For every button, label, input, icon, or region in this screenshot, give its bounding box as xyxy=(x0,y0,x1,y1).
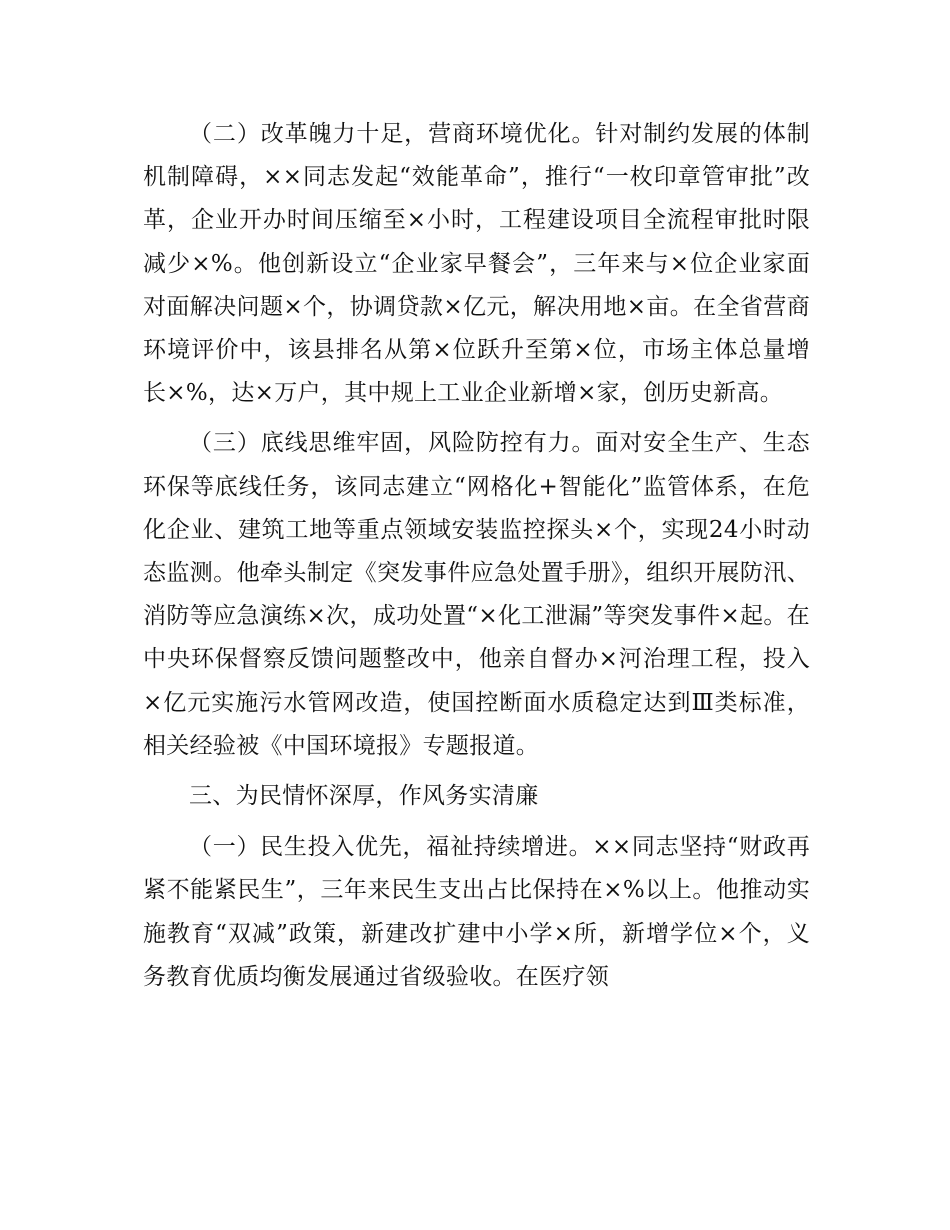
paragraph-business-environment: （二）改革魄力十足，营商环境优化。针对制约发展的体制机制障碍，××同志发起“效能革命”，推行“一枚印章管审批”改革，企业开办时间压缩至×小时，工程建设项目全流程审批时限减少×%。他创新设立“企业家早餐会”，三年来与×位企业家面对面解决问题×个，协调贷款×亿元，解决用地×亩。在全省营商环境评价中，该县排名从第×位跃升至第×位，市场主体总量增长×%，达×万户，其中规上工业企业新增×家，创历史新高。 xyxy=(143,121,810,407)
paragraph-risk-control: （三）底线思维牢固，风险防控有力。面对安全生产、生态环保等底线任务，该同志建立“网格化+智能化”监管体系，在危化企业、建筑工地等重点领域安装监控探头×个，实现24小时动态监测。他牵头制定《突发事件应急处置手册》，组织开展防汛、消防等应急演练×次，成功处置“×化工泄漏”等突发事件×起。在中央环保督察反馈问题整改中，他亲自督办×河治理工程，投入×亿元实施污水管网改造，使国控断面水质稳定达到Ⅲ类标准，相关经验被《中国环境报》专题报道。 xyxy=(143,430,810,759)
paragraph-livelihood: （一）民生投入优先，福祉持续增进。××同志坚持“财政再紧不能紧民生”，三年来民生支出占比保持在×%以上。他推动实施教育“双减”政策，新建改扩建中小学×所，新增学位×个，义务教育优质均衡发展通过省级验收。在医疗领 xyxy=(143,834,810,990)
document-body xyxy=(143,113,810,999)
section-heading: 三、为民情怀深厚，作风务实清廉 xyxy=(189,783,539,810)
